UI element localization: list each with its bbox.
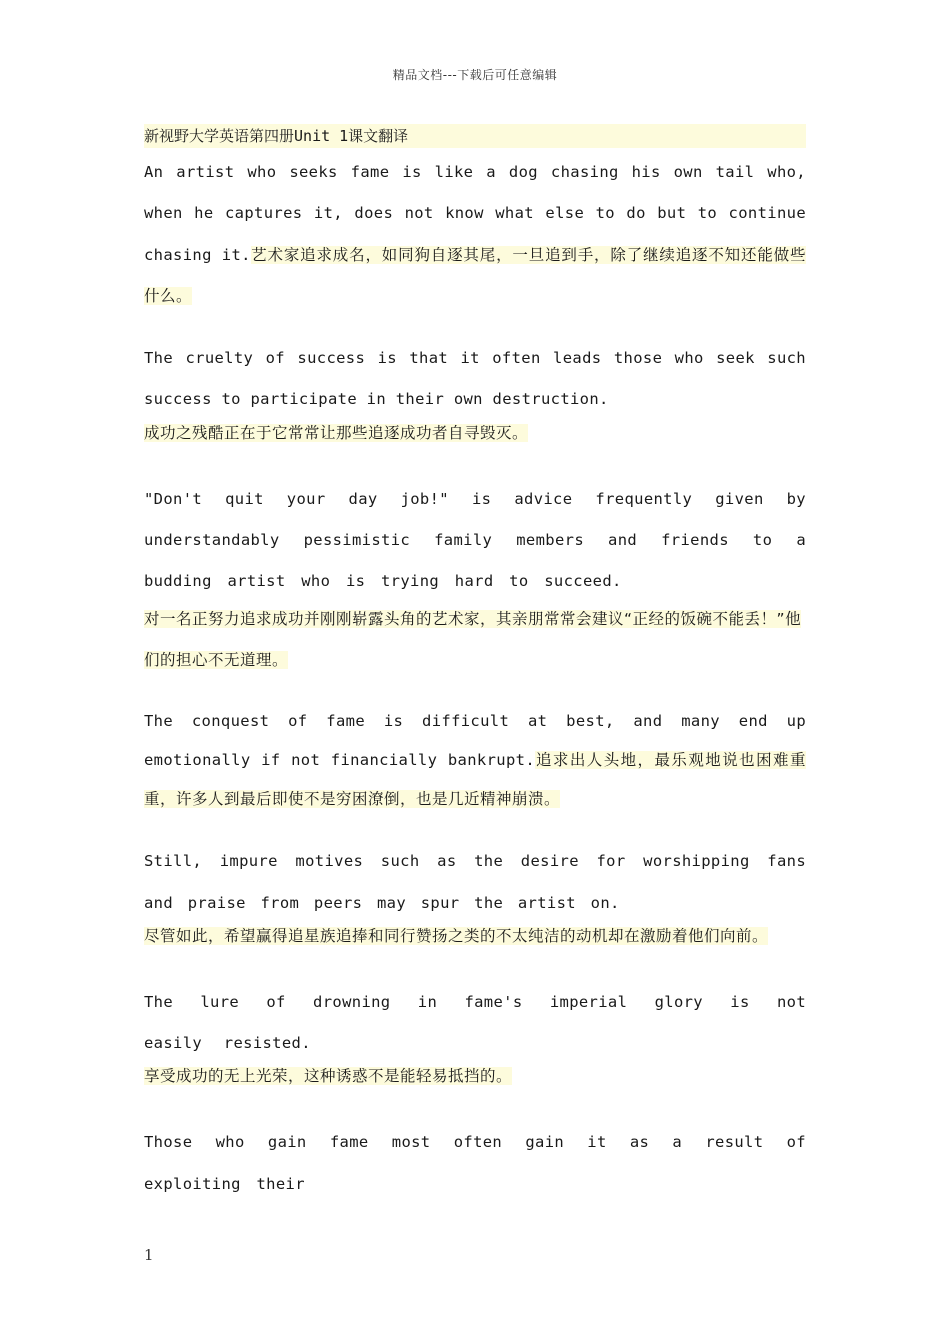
paragraph-2-zh: 成功之残酷正在于它常常让那些追逐成功者自寻毁灭。 bbox=[144, 423, 529, 442]
paragraph-5-zh: 尽管如此，希望赢得追星族追捧和同行赞扬之类的不太纯洁的动机却在激励着他们向前。 bbox=[144, 926, 769, 945]
paragraph-gap bbox=[144, 1092, 806, 1122]
paragraph-1-zh: 艺术家追求成名，如同狗自逐其尾，一旦追到手，除了继续追逐不知还能做些什么。 bbox=[144, 245, 806, 305]
paragraph-1 bbox=[144, 152, 806, 317]
paragraph-gap bbox=[144, 449, 806, 479]
paragraph-7 bbox=[144, 1122, 806, 1205]
paragraph-3-zh: 对一名正努力追求成功并刚刚崭露头角的艺术家，其亲朋常常会建议“正经的饭碗不能丢！”他们的担心不无道理。 bbox=[144, 609, 802, 669]
paragraph-1-text bbox=[144, 152, 806, 317]
paragraph-4-en: The conquest of fame is difficult at best, and many end up emotionally if not financially bankrupt. bbox=[144, 712, 806, 770]
paragraph-5-en: Still, impure motives such as the desire for worshipping fans and praise from peers may spur the artist on. bbox=[144, 852, 806, 912]
paragraph-2 bbox=[144, 338, 806, 449]
paragraph-4-zh: 追求出人头地，最乐观地说也困难重重，许多人到最后即使不是穷困潦倒，也是几近精神崩溃。 bbox=[144, 751, 806, 809]
paragraph-6-zh-line bbox=[144, 1060, 806, 1092]
paragraph-3 bbox=[144, 479, 806, 681]
paragraph-gap bbox=[144, 952, 806, 982]
document-body bbox=[144, 124, 806, 1205]
paragraph-5-zh-line bbox=[144, 920, 806, 952]
paragraph-2-zh-line bbox=[144, 417, 806, 449]
paragraph-6-zh: 享受成功的无上光荣，这种诱惑不是能轻易抵挡的。 bbox=[144, 1067, 513, 1086]
paragraph-6 bbox=[144, 982, 806, 1093]
paragraph-1-en: An artist who seeks fame is like a dog chasing his own tail who, when he captures it, does not know what else to do but to continue chasing it. bbox=[144, 163, 806, 264]
paragraph-7-en: Those who gain fame most often gain it as a result of exploiting their bbox=[144, 1133, 806, 1193]
paragraph-6-en: The lure of drowning in fame's imperial glory is not easily resisted. bbox=[144, 992, 806, 1053]
paragraph-gap bbox=[144, 681, 806, 702]
paragraph-5 bbox=[144, 841, 806, 952]
paragraph-gap bbox=[144, 317, 806, 338]
document-title: 新视野大学英语第四册Unit 1课文翻译 bbox=[144, 124, 806, 148]
paragraph-2-en: The cruelty of success is that it often leads those who seek such success to participate in their own destruction. bbox=[144, 349, 806, 409]
page-header: 精品文档---下载后可任意编辑 bbox=[392, 68, 558, 82]
paragraph-gap bbox=[144, 819, 806, 841]
page-number: 1 bbox=[144, 1246, 154, 1264]
paragraph-4-text bbox=[144, 702, 806, 819]
paragraph-3-zh-line bbox=[144, 599, 806, 682]
paragraph-4 bbox=[144, 702, 806, 819]
paragraph-3-en: "Don't quit your day job!" is advice frequently given by understandably pessimistic family members and friends to a budding artist who is trying hard to succeed. bbox=[144, 489, 806, 591]
